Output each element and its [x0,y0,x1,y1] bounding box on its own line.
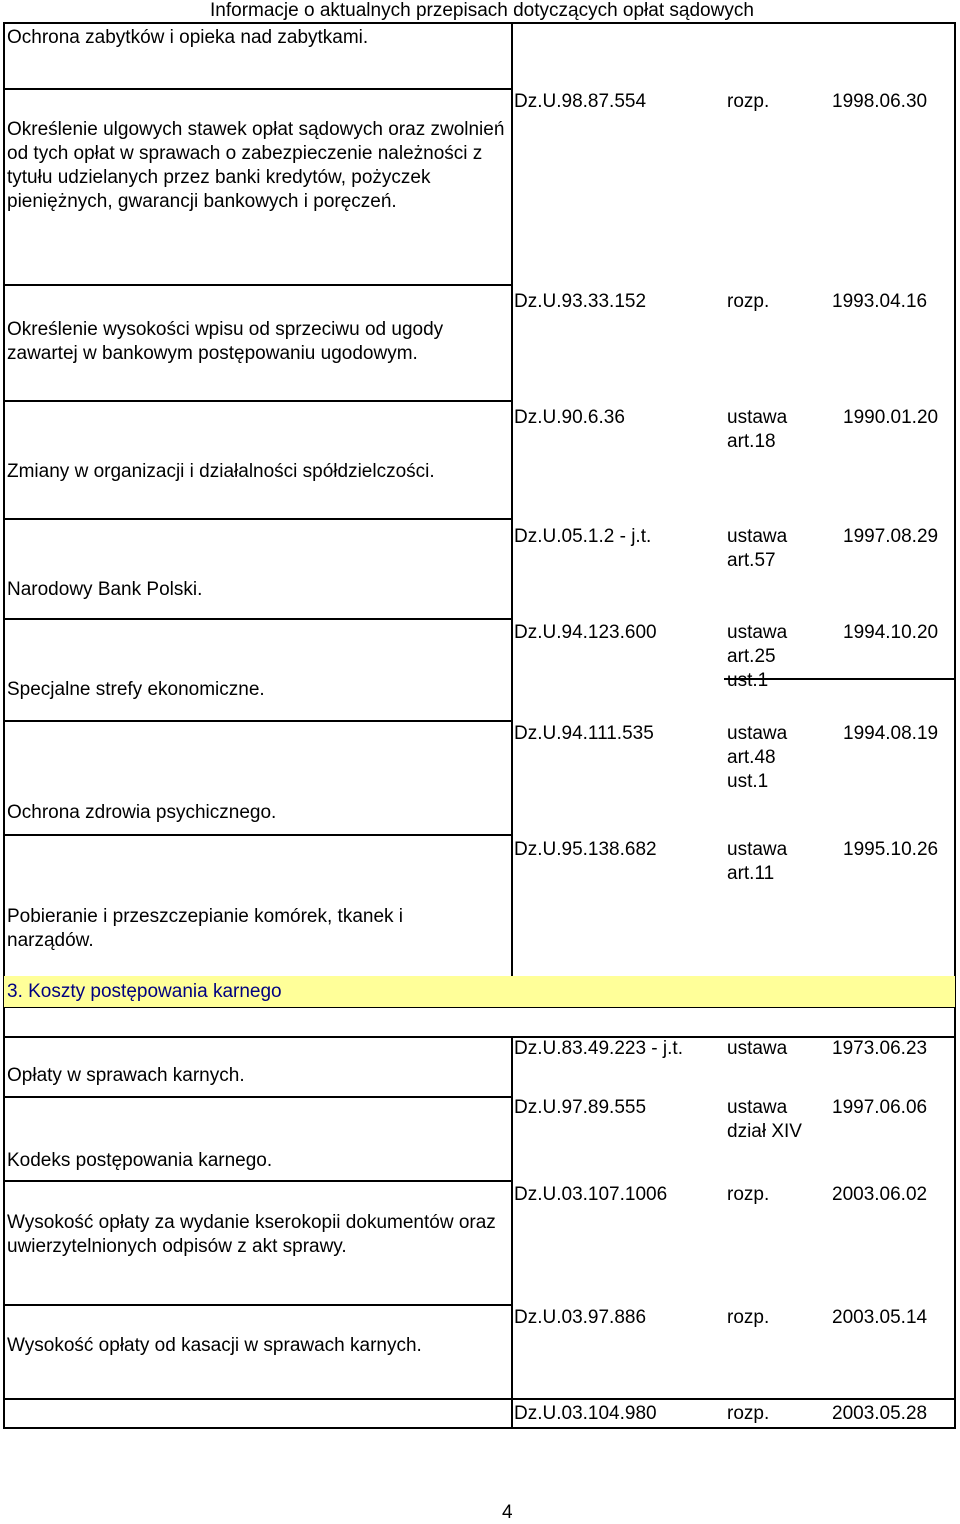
table-border-left [3,22,5,1429]
row-separator [3,22,956,24]
page-header: Informacje o aktualnych przepisach dotyczących opłat sądowych [210,0,754,21]
table-border-right [954,22,956,1429]
row-separator [3,518,513,520]
table-cell-source: Dz.U.95.138.682 [514,839,657,860]
table-cell-source: Dz.U.94.123.600 [514,622,657,643]
table-cell-date: 1993.04.16 [832,291,928,312]
table-cell-source: Dz.U.90.6.36 [514,407,625,428]
table-row-description: Ochrona zabytków i opieka nad zabytkami. [7,27,369,48]
table-cell-type: rozp. [727,291,770,312]
table-cell-date: 1997.08.29 [843,526,939,547]
table-cell-source: Dz.U.97.89.555 [514,1097,647,1118]
table-cell-date: 2003.05.28 [832,1403,928,1424]
table-cell-type-detail: dział XIV [727,1121,802,1142]
table-row-description: Zmiany w organizacji i działalności spółdzielczości. [7,461,435,482]
table-cell-source: Dz.U.03.107.1006 [514,1184,668,1205]
table-cell-source: Dz.U.94.111.535 [514,723,654,744]
table-row-description: Kodeks postępowania karnego. [7,1150,273,1171]
table-cell-type: ustawa [727,723,788,744]
table-cell-date: 2003.05.14 [832,1307,928,1328]
table-cell-source: Dz.U.98.87.554 [514,91,647,112]
table-row-description: Wysokość opłaty za wydanie kserokopii dokumentów oraz uwierzytelnionych odpisów z akt sprawy. [7,1212,496,1257]
table-cell-source: Dz.U.03.97.886 [514,1307,647,1328]
row-separator [3,618,513,620]
table-cell-date: 2003.06.02 [832,1184,928,1205]
table-cell-type-detail: art.25 [727,646,776,667]
row-separator [3,834,513,836]
row-separator [3,88,513,90]
table-cell-date: 1994.08.19 [843,723,939,744]
table-cell-type: ustawa [727,526,788,547]
table-cell-type: rozp. [727,91,770,112]
table-cell-type: ustawa [727,1097,788,1118]
table-row-description: Narodowy Bank Polski. [7,579,203,600]
table-cell-type: ustawa [727,622,788,643]
table-cell-type-detail: art.11 [727,863,775,884]
table-row-description: Określenie wysokości wpisu od sprzeciwu od ugody zawartej w bankowym postępowaniu ugodowym. [7,319,444,364]
table-row-description: Specjalne strefy ekonomiczne. [7,679,265,700]
table-row-description: Określenie ulgowych stawek opłat sądowych oraz zwolnień od tych opłat w sprawach o zabezpieczenie należności z tytułu udzielanych przez banki kredytów, pożyczek pieniężnych, gwarancji bankowych i poręczeń. [7,119,505,212]
table-cell-date: 1994.10.20 [843,622,939,643]
table-cell-source: Dz.U.03.104.980 [514,1403,657,1424]
row-separator [3,1036,956,1038]
table-cell-type: ustawa [727,839,788,860]
table-cell-type: rozp. [727,1307,770,1328]
table-row-description: Ochrona zdrowia psychicznego. [7,802,277,823]
table-cell-type: ustawa [727,1038,788,1059]
row-separator [3,1180,513,1182]
table-cell-type-detail: art.48 [727,747,776,768]
row-separator [3,1096,513,1098]
table-cell-type-detail-clipped [727,669,817,691]
table-cell-source: Dz.U.93.33.152 [514,291,647,312]
table-cell-date: 1990.01.20 [843,407,939,428]
table-row-description: Wysokość opłaty od kasacji w sprawach karnych. [7,1335,422,1356]
table-cell-type: rozp. [727,1403,770,1424]
row-separator [3,1304,513,1306]
table-cell-type-detail: art.18 [727,431,776,452]
table-row-description: Opłaty w sprawach karnych. [7,1065,245,1086]
row-separator [3,1427,956,1429]
table-cell-date: 1995.10.26 [843,839,939,860]
row-separator [3,720,513,722]
table-cell-type: rozp. [727,1184,770,1205]
table-row-description: Pobieranie i przeszczepianie komórek, tkanek i narządów. [7,906,404,951]
table-cell-type: ustawa [727,407,788,428]
section-title: 3. Koszty postępowania karnego [7,981,282,1002]
table-cell-type-detail: ust.1 [727,771,769,792]
page-number: 4 [502,1502,513,1523]
row-separator [3,1398,956,1400]
table-cell-date: 1997.06.06 [832,1097,928,1118]
column-separator [511,1036,513,1429]
table-cell-source: Dz.U.05.1.2 - j.t. [514,526,652,547]
row-separator [3,284,513,286]
table-cell-date: 1973.06.23 [832,1038,928,1059]
row-separator [3,400,513,402]
table-cell-source: Dz.U.83.49.223 - j.t. [514,1038,683,1059]
clipped-text: ust.1 [727,670,769,691]
table-cell-date: 1998.06.30 [832,91,928,112]
table-cell-type-detail: art.57 [727,550,776,571]
